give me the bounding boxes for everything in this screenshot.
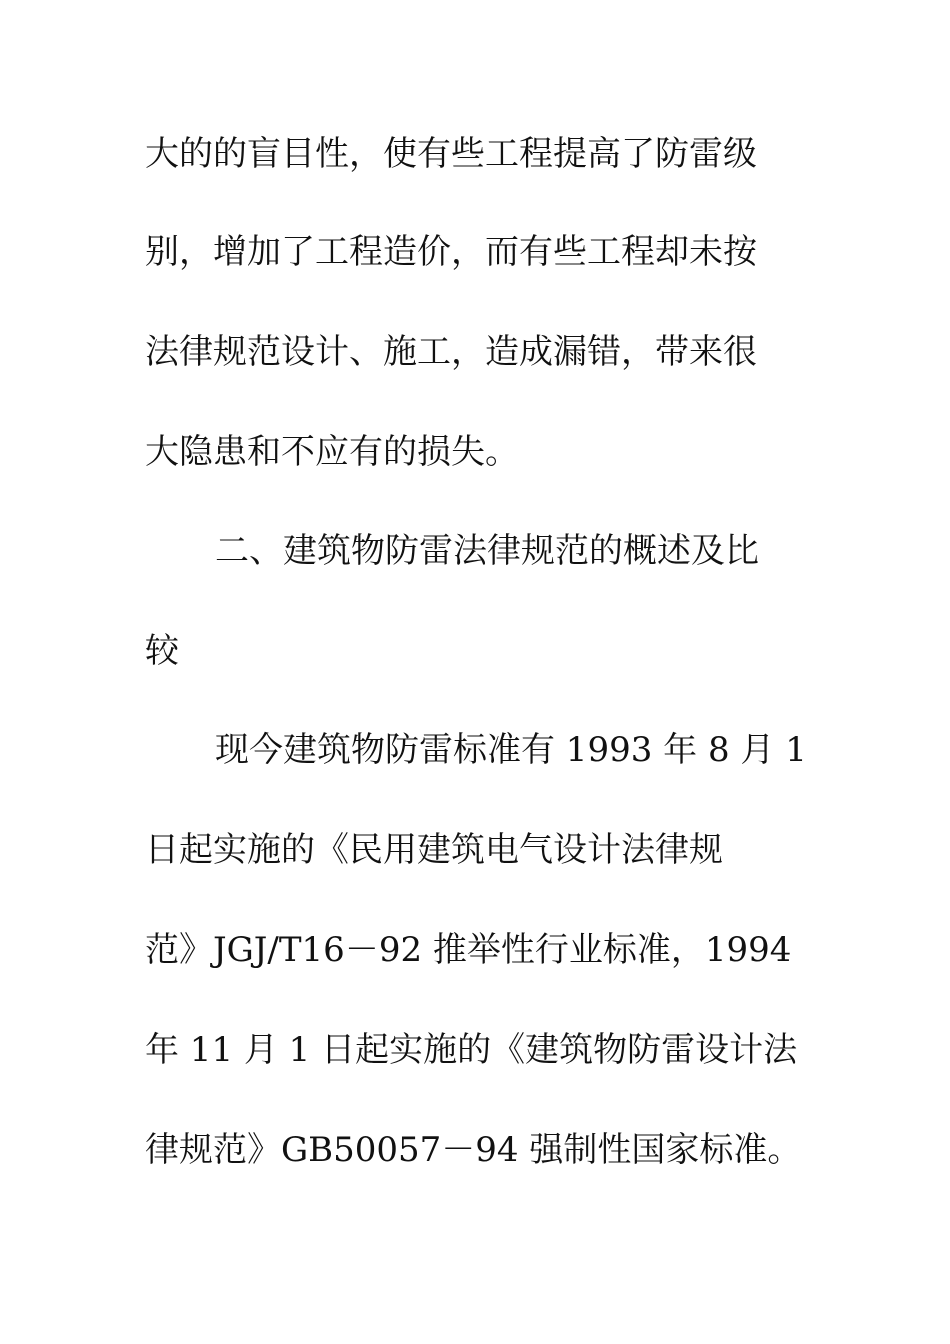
section-heading-line-2: 较 [145, 631, 179, 671]
paragraph-line-4: 大隐患和不应有的损失。 [145, 432, 519, 472]
paragraph-line-6: 日起实施的《民用建筑电气设计法律规 [145, 830, 723, 870]
paragraph-line-1: 大的的盲目性，使有些工程提高了防雷级 [145, 134, 757, 174]
paragraph-line-9: 律规范》GB50057－94 强制性国家标准。 [145, 1130, 802, 1170]
paragraph-line-7: 范》JGJ/T16－92 推举性行业标准，1994 [145, 930, 792, 970]
paragraph-line-8: 年 11 月 1 日起实施的《建筑物防雷设计法 [145, 1030, 798, 1070]
section-heading-line-1: 二、建筑物防雷法律规范的概述及比 [215, 531, 759, 571]
paragraph-line-2: 别，增加了工程造价，而有些工程却未按 [145, 232, 757, 272]
paragraph-line-5: 现今建筑物防雷标准有 1993 年 8 月 1 [215, 730, 807, 770]
paragraph-line-3: 法律规范设计、施工，造成漏错，带来很 [145, 332, 757, 372]
